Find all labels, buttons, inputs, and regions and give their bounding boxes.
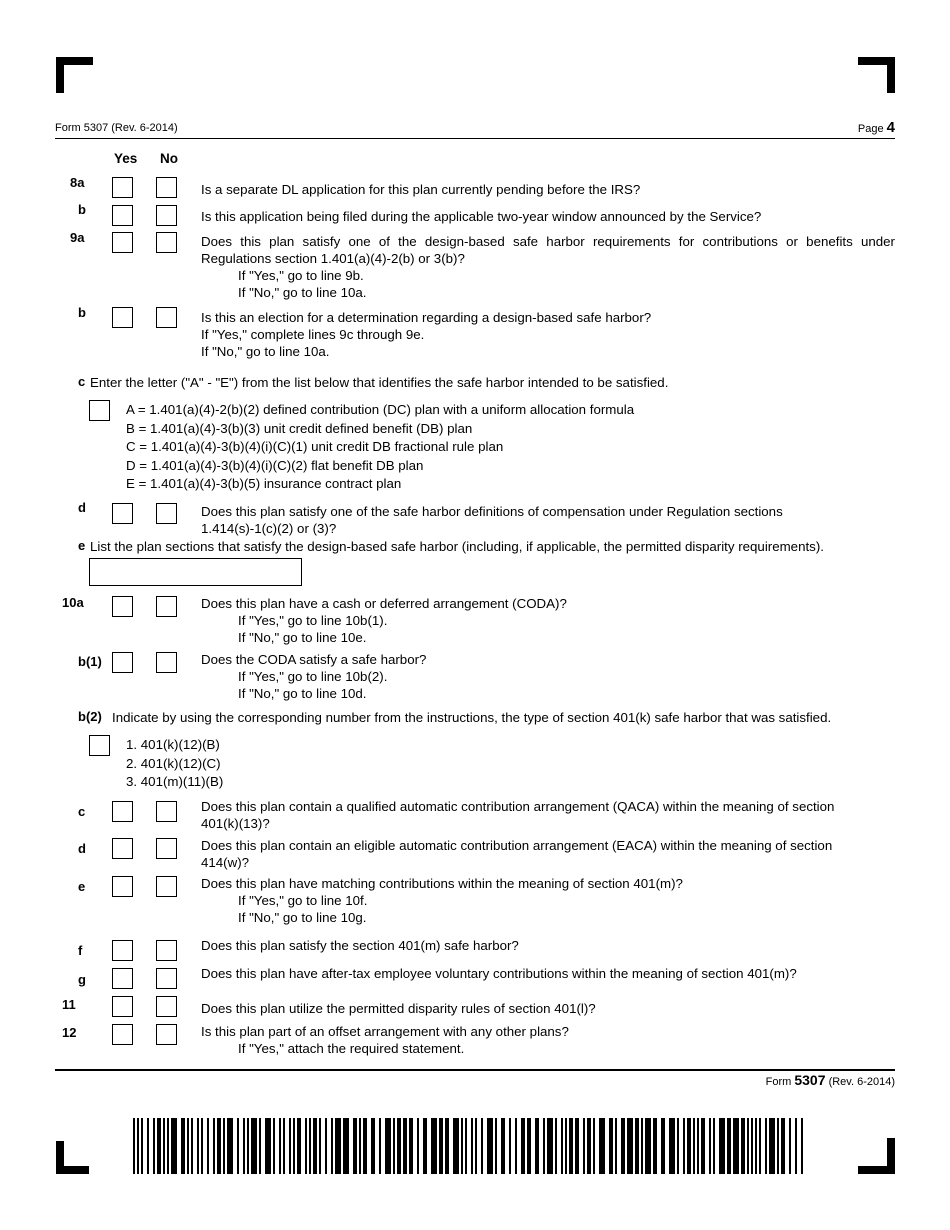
barcode-bar <box>133 1118 135 1174</box>
barcode-bar <box>565 1118 567 1174</box>
barcode-bar <box>751 1118 753 1174</box>
line-11-yes-checkbox[interactable] <box>112 996 133 1017</box>
line-9c-letter-input[interactable] <box>89 400 110 421</box>
barcode-bar <box>191 1118 193 1174</box>
footer-form-id <box>766 1072 895 1088</box>
safe-harbor-type-option-1: 1. 401(k)(12)(B) <box>126 737 220 752</box>
line-9a-if-yes: If "Yes," go to line 9b. <box>238 268 364 283</box>
barcode-bar <box>561 1118 563 1174</box>
line-10b1-no-checkbox[interactable] <box>156 652 177 673</box>
barcode-bar <box>609 1118 613 1174</box>
barcode-bar <box>289 1118 291 1174</box>
yes-column-header: Yes <box>114 151 138 166</box>
barcode-bar <box>547 1118 553 1174</box>
barcode-bar <box>137 1118 139 1174</box>
safe-harbor-type-options-list <box>126 736 223 792</box>
line-10f-question: Does this plan satisfy the section 401(m) safe harbor? <box>201 938 519 953</box>
line-9a-label: 9a <box>70 230 85 245</box>
line-12-if-yes: If "Yes," attach the required statement. <box>238 1041 465 1056</box>
line-10b2-label: b(2) <box>78 709 102 724</box>
line-9b-if-yes: If "Yes," complete lines 9c through 9e. <box>201 327 425 342</box>
line-10f-no-checkbox[interactable] <box>156 940 177 961</box>
line-12-question: Is this plan part of an offset arrangement with any other plans? <box>201 1024 569 1039</box>
barcode-bar <box>789 1118 791 1174</box>
barcode-bar <box>359 1118 361 1174</box>
barcode-bar <box>431 1118 437 1174</box>
barcode-bar <box>495 1118 497 1174</box>
barcode-bar <box>197 1118 199 1174</box>
line-10g-yes-checkbox[interactable] <box>112 968 133 989</box>
barcode-bar <box>641 1118 643 1174</box>
line-10a-question: Does this plan have a cash or deferred arrangement (CODA)? <box>201 596 567 611</box>
barcode-bar <box>521 1118 525 1174</box>
line-10c-label: c <box>78 804 86 819</box>
safe-harbor-option-b: B = 1.401(a)(4)-3(b)(3) unit credit defined benefit (DB) plan <box>126 420 473 436</box>
barcode-bar <box>677 1118 679 1174</box>
line-11-label: 11 <box>62 997 76 1012</box>
footer-form-number: 5307 <box>794 1072 826 1088</box>
barcode-bar <box>583 1118 585 1174</box>
line-8b-question: Is this application being filed during the applicable two-year window announced by the Service? <box>201 209 762 224</box>
barcode-bar <box>223 1118 225 1174</box>
line-9b-question: Is this an election for a determination regarding a design-based safe harbor? <box>201 310 652 325</box>
barcode <box>133 1118 805 1174</box>
line-10a-label: 10a <box>62 595 84 610</box>
header-rule <box>55 138 895 139</box>
form-id-header: Form 5307 (Rev. 6-2014) <box>55 122 178 134</box>
barcode-bar <box>247 1118 249 1174</box>
line-9a-yes-checkbox[interactable] <box>112 232 133 253</box>
line-10g-label: g <box>78 972 86 987</box>
barcode-bar <box>759 1118 761 1174</box>
barcode-bar <box>417 1118 419 1174</box>
safe-harbor-type-option-2: 2. 401(k)(12)(C) <box>126 755 221 771</box>
barcode-bar <box>599 1118 605 1174</box>
line-10b2-number-input[interactable] <box>89 735 110 756</box>
barcode-bar <box>741 1118 745 1174</box>
barcode-bar <box>293 1118 295 1174</box>
barcode-bar <box>687 1118 691 1174</box>
line-10e-label: e <box>78 879 86 894</box>
line-9a-no-checkbox[interactable] <box>156 232 177 253</box>
barcode-bar <box>575 1118 579 1174</box>
line-10e-if-no: If "No," go to line 10g. <box>238 910 367 925</box>
barcode-bar <box>719 1118 725 1174</box>
corner-mark-bottom-right-v <box>887 1138 895 1174</box>
barcode-bar <box>305 1118 307 1174</box>
barcode-bar <box>801 1118 803 1174</box>
barcode-bar <box>167 1118 169 1174</box>
barcode-bar <box>693 1118 695 1174</box>
line-10d-question: Does this plan contain an eligible automatic contribution arrangement (EACA) within the meaning of section 414(w)? <box>201 838 833 870</box>
barcode-bar <box>527 1118 531 1174</box>
barcode-bar <box>379 1118 381 1174</box>
safe-harbor-option-e: E = 1.401(a)(4)-3(b)(5) insurance contract plan <box>126 476 402 491</box>
line-10c-question: Does this plan contain a qualified automatic contribution arrangement (QACA) within the meaning of section 401(k)(13)? <box>201 799 835 831</box>
line-9b-label: b <box>78 305 86 320</box>
line-8a-label: 8a <box>70 175 85 190</box>
barcode-bar <box>515 1118 517 1174</box>
barcode-bar <box>727 1118 731 1174</box>
barcode-bar <box>465 1118 467 1174</box>
corner-mark-top-left-v <box>56 57 64 93</box>
line-9d-question: Does this plan satisfy one of the safe harbor definitions of compensation under Regulation sections 1.414(s)-1(c)(2) or (3)? <box>201 504 783 536</box>
line-8a-yes-checkbox[interactable] <box>112 177 133 198</box>
barcode-bar <box>273 1118 275 1174</box>
barcode-bar <box>795 1118 797 1174</box>
line-9e-plan-sections-input[interactable] <box>89 558 302 586</box>
line-8b-yes-checkbox[interactable] <box>112 205 133 226</box>
safe-harbor-type-option-3: 3. 401(m)(11)(B) <box>126 774 224 789</box>
barcode-bar <box>569 1118 573 1174</box>
line-9c-label: c <box>78 374 86 389</box>
line-10c-no-checkbox[interactable] <box>156 801 177 822</box>
line-10e-yes-checkbox[interactable] <box>112 876 133 897</box>
barcode-bar <box>227 1118 233 1174</box>
barcode-bar <box>163 1118 165 1174</box>
barcode-bar <box>593 1118 595 1174</box>
page-number-header <box>858 119 895 136</box>
footer-form-prefix: Form <box>765 1076 792 1088</box>
barcode-bar <box>543 1118 545 1174</box>
barcode-bar <box>755 1118 757 1174</box>
barcode-bar <box>237 1118 239 1174</box>
line-11-question: Does this plan utilize the permitted disparity rules of section 401(l)? <box>201 1001 596 1016</box>
barcode-bar <box>201 1118 203 1174</box>
barcode-bar <box>385 1118 391 1174</box>
line-9d-yes-checkbox[interactable] <box>112 503 133 524</box>
barcode-bar <box>501 1118 505 1174</box>
barcode-bar <box>141 1118 143 1174</box>
line-11-no-checkbox[interactable] <box>156 996 177 1017</box>
safe-harbor-option-a: A = 1.401(a)(4)-2(b)(2) defined contribution (DC) plan with a uniform allocation formula <box>126 402 635 417</box>
safe-harbor-options-list <box>126 401 634 494</box>
barcode-bar <box>397 1118 401 1174</box>
barcode-bar <box>621 1118 625 1174</box>
line-12-yes-checkbox[interactable] <box>112 1024 133 1045</box>
line-10g-question: Does this plan have after-tax employee voluntary contributions within the meaning of section 401(m)? <box>201 966 797 981</box>
line-12-label: 12 <box>62 1025 77 1040</box>
safe-harbor-option-d: D = 1.401(a)(4)-3(b)(4)(i)(C)(2) flat benefit DB plan <box>126 457 424 473</box>
line-8a-no-checkbox[interactable] <box>156 177 177 198</box>
barcode-bar <box>653 1118 657 1174</box>
barcode-bar <box>535 1118 539 1174</box>
barcode-bar <box>733 1118 739 1174</box>
barcode-bar <box>445 1118 449 1174</box>
barcode-bar <box>265 1118 271 1174</box>
barcode-bar <box>343 1118 349 1174</box>
barcode-bar <box>487 1118 493 1174</box>
barcode-bar <box>769 1118 775 1174</box>
line-10b1-yes-checkbox[interactable] <box>112 652 133 673</box>
page-number: 4 <box>886 119 895 136</box>
barcode-bar <box>475 1118 477 1174</box>
line-10f-label: f <box>78 943 83 958</box>
barcode-bar <box>697 1118 699 1174</box>
line-9a-if-no: If "No," go to line 10a. <box>238 285 367 300</box>
barcode-bar <box>555 1118 557 1174</box>
barcode-bar <box>709 1118 711 1174</box>
barcode-bar <box>331 1118 333 1174</box>
barcode-bar <box>509 1118 511 1174</box>
no-column-header: No <box>160 151 178 166</box>
barcode-bar <box>335 1118 341 1174</box>
safe-harbor-option-c: C = 1.401(a)(4)-3(b)(4)(i)(C)(1) unit credit DB fractional rule plan <box>126 439 504 454</box>
line-9a-question: Does this plan satisfy one of the design-based safe harbor requirements for contributions or benefits under Regulations section 1.401(a)(4)-2(b) or 3(b)? <box>201 234 895 266</box>
corner-mark-bottom-left-v <box>56 1141 64 1174</box>
barcode-bar <box>283 1118 285 1174</box>
line-8a-question: Is a separate DL application for this plan currently pending before the IRS? <box>201 182 641 197</box>
line-9e-label: e <box>78 538 86 553</box>
barcode-bar <box>777 1118 779 1174</box>
barcode-bar <box>309 1118 311 1174</box>
barcode-bar <box>213 1118 215 1174</box>
barcode-bar <box>325 1118 327 1174</box>
barcode-bar <box>701 1118 705 1174</box>
barcode-bar <box>243 1118 245 1174</box>
line-10e-if-yes: If "Yes," go to line 10f. <box>238 893 368 908</box>
barcode-bar <box>423 1118 427 1174</box>
barcode-bar <box>481 1118 483 1174</box>
barcode-bar <box>765 1118 767 1174</box>
barcode-bar <box>171 1118 177 1174</box>
line-10c-yes-checkbox[interactable] <box>112 801 133 822</box>
barcode-bar <box>279 1118 281 1174</box>
line-10a-yes-checkbox[interactable] <box>112 596 133 617</box>
line-10b1-if-no: If "No," go to line 10d. <box>238 686 367 701</box>
barcode-bar <box>157 1118 161 1174</box>
barcode-bar <box>781 1118 785 1174</box>
barcode-bar <box>669 1118 675 1174</box>
barcode-bar <box>371 1118 375 1174</box>
line-10f-yes-checkbox[interactable] <box>112 940 133 961</box>
barcode-bar <box>461 1118 463 1174</box>
footer-revision: (Rev. 6-2014) <box>828 1076 895 1088</box>
line-12-no-checkbox[interactable] <box>156 1024 177 1045</box>
barcode-bar <box>627 1118 633 1174</box>
line-10d-yes-checkbox[interactable] <box>112 838 133 859</box>
line-10g-no-checkbox[interactable] <box>156 968 177 989</box>
line-10e-question: Does this plan have matching contributions within the meaning of section 401(m)? <box>201 876 683 891</box>
barcode-bar <box>297 1118 301 1174</box>
barcode-bar <box>409 1118 413 1174</box>
barcode-bar <box>453 1118 459 1174</box>
barcode-bar <box>635 1118 639 1174</box>
barcode-bar <box>645 1118 651 1174</box>
line-10a-no-checkbox[interactable] <box>156 596 177 617</box>
barcode-bar <box>363 1118 367 1174</box>
line-8b-label: b <box>78 202 86 217</box>
barcode-bar <box>319 1118 321 1174</box>
barcode-bar <box>471 1118 473 1174</box>
barcode-bar <box>187 1118 189 1174</box>
line-10b1-if-yes: If "Yes," go to line 10b(2). <box>238 669 388 684</box>
barcode-bar <box>147 1118 149 1174</box>
barcode-bar <box>439 1118 443 1174</box>
line-9b-if-no: If "No," go to line 10a. <box>201 344 330 359</box>
page-label: Page <box>857 123 884 135</box>
barcode-bar <box>313 1118 317 1174</box>
barcode-bar <box>713 1118 715 1174</box>
line-10e-no-checkbox[interactable] <box>156 876 177 897</box>
barcode-bar <box>615 1118 617 1174</box>
barcode-bar <box>393 1118 395 1174</box>
line-10b2-question: Indicate by using the corresponding number from the instructions, the type of section 401(k) safe harbor that was satisfied. <box>112 710 832 725</box>
line-10b1-question: Does the CODA satisfy a safe harbor? <box>201 652 427 667</box>
line-10d-label: d <box>78 841 86 856</box>
barcode-bar <box>683 1118 685 1174</box>
corner-mark-top-right-v <box>887 57 895 93</box>
barcode-bar <box>259 1118 261 1174</box>
barcode-bar <box>661 1118 665 1174</box>
line-9b-no-checkbox[interactable] <box>156 307 177 328</box>
line-10a-if-yes: If "Yes," go to line 10b(1). <box>238 613 388 628</box>
barcode-bar <box>217 1118 221 1174</box>
line-9b-yes-checkbox[interactable] <box>112 307 133 328</box>
line-9e-question: List the plan sections that satisfy the design-based safe harbor (including, if applicable, the permitted disparity requirements). <box>90 539 824 554</box>
barcode-bar <box>251 1118 257 1174</box>
barcode-bar <box>353 1118 357 1174</box>
line-9c-question: Enter the letter ("A" - "E") from the list below that identifies the safe harbor intended to be satisfied. <box>90 375 669 390</box>
line-10b1-label: b(1) <box>78 654 102 669</box>
line-8b-no-checkbox[interactable] <box>156 205 177 226</box>
line-10d-no-checkbox[interactable] <box>156 838 177 859</box>
barcode-bar <box>403 1118 407 1174</box>
barcode-bar <box>747 1118 749 1174</box>
barcode-bar <box>153 1118 155 1174</box>
line-9d-label: d <box>78 500 86 515</box>
barcode-bar <box>587 1118 591 1174</box>
barcode-bar <box>181 1118 185 1174</box>
footer-rule <box>55 1069 895 1071</box>
line-9d-no-checkbox[interactable] <box>156 503 177 524</box>
barcode-bar <box>207 1118 209 1174</box>
line-10a-if-no: If "No," go to line 10e. <box>238 630 367 645</box>
